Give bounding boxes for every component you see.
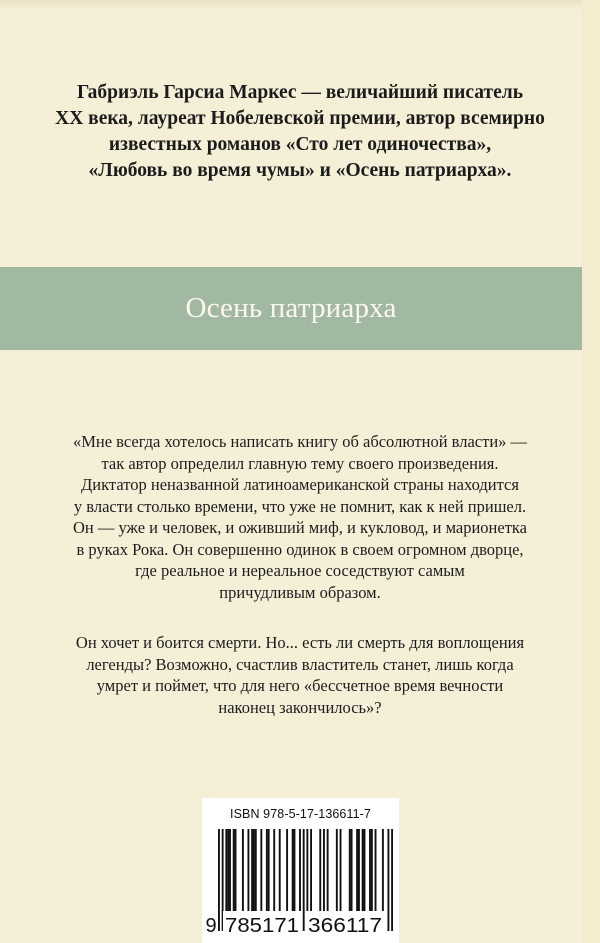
annotation-line: наконец закончилось»?: [218, 697, 382, 717]
author-blurb-line: известных романов «Сто лет одиночества»,: [108, 134, 492, 155]
barcode-bar: [273, 829, 275, 913]
barcode-bar: [382, 829, 384, 913]
annotation-line: легенды? Возможно, счастлив властитель станет, лишь когда: [86, 654, 514, 674]
barcode-bar: [351, 829, 353, 913]
isbn-barcode: [202, 798, 399, 943]
barcode-bar: [253, 829, 255, 913]
barcode-bar: [247, 829, 249, 913]
barcode-bar: [251, 829, 253, 913]
barcode-bar: [227, 829, 229, 913]
annotation-line: так автор определил главную тему своего произведения.: [101, 453, 499, 473]
barcode-bar: [358, 829, 360, 913]
barcode-bar: [294, 829, 296, 913]
barcode-bar: [323, 829, 325, 913]
title-band: [0, 267, 582, 350]
barcode-bar: [369, 829, 371, 913]
barcode-bar: [292, 829, 294, 913]
cover-top-edge: [0, 0, 600, 10]
barcode-bar: [310, 829, 312, 913]
barcode-bar: [349, 829, 351, 913]
annotation-line: умрет и поймет, что для него «бессчетное время вечности: [96, 676, 504, 695]
barcode-bar: [340, 829, 342, 913]
annotation-line: Он — уже и человек, и оживший миф, и кукловод, и марионетка: [73, 518, 527, 537]
barcode-bar: [286, 829, 288, 913]
barcode-bar: [299, 829, 301, 913]
author-blurb-line: XX века, лауреат Нобелевской премии, автор всемирно: [55, 108, 545, 129]
isbn-label: ISBN 978-5-17-136611-7: [230, 807, 371, 821]
barcode-bar: [225, 829, 227, 913]
annotation-line: в руках Рока. Он совершенно одинок в своем огромном дворце,: [76, 539, 524, 559]
barcode-bar: [229, 829, 231, 913]
barcode-first-digit: 9: [205, 915, 217, 937]
annotation-paragraph-2: [30, 632, 570, 718]
annotation-paragraph-1: [30, 431, 570, 603]
barcode-bar: [233, 829, 235, 913]
barcode-bar: [260, 829, 262, 913]
annotation-line: причудливым образом.: [219, 582, 381, 602]
annotation-line: где реальное и нереальное соседствуют самым: [135, 561, 465, 580]
author-blurb: [40, 80, 560, 184]
barcode-bar: [279, 829, 281, 913]
barcode-bar: [336, 829, 338, 913]
barcode-digits: [202, 911, 399, 937]
barcode-left-group: 785171: [225, 915, 299, 937]
barcode-bar: [235, 829, 237, 913]
barcode-bar: [266, 829, 268, 913]
barcode-bar: [319, 829, 321, 913]
annotation-line: Диктатор неназванной латиноамериканской страны находится: [81, 475, 519, 494]
barcode-bar: [362, 829, 364, 913]
author-blurb-line: Габриэль Гарсиа Маркес — величайший писатель: [76, 82, 524, 103]
barcode-bar: [242, 829, 244, 913]
barcode-bar: [255, 829, 257, 913]
author-blurb-line: «Любовь во время чумы» и «Осень патриарха».: [88, 160, 512, 181]
barcode-bar: [364, 829, 366, 913]
spine-edge-strip: [582, 0, 600, 943]
book-title: Осень патриарха: [185, 292, 397, 324]
barcode-bar: [375, 829, 377, 913]
annotation-line: Он хочет и боится смерти. Но... есть ли смерть для воплощения: [75, 633, 525, 652]
barcode-bar: [356, 829, 358, 913]
barcode-bar: [268, 829, 270, 913]
barcode-bar: [371, 829, 373, 913]
annotation-line: у власти столько времени, что уже не помнит, как к ней пришел.: [73, 496, 527, 516]
barcode-right-group: 366117: [308, 915, 382, 937]
barcode-bar: [327, 829, 329, 913]
annotation-line: «Мне всегда хотелось написать книгу об абсолютной власти» —: [72, 432, 528, 451]
